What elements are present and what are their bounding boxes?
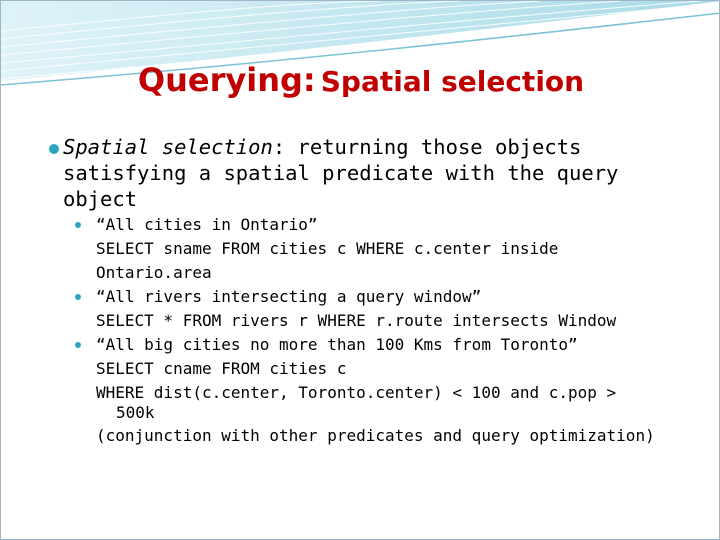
example-heading: “All rivers intersecting a query window” xyxy=(96,287,482,306)
title-sub: Spatial selection xyxy=(320,65,585,98)
sql-continuation: 500k xyxy=(116,403,155,422)
slide-content xyxy=(1,1,720,540)
sql-line: WHERE dist(c.center, Toronto.center) < 100 and c.pop > xyxy=(96,383,617,402)
example-heading: “All big cities no more than 100 Kms from Toronto” xyxy=(96,335,578,354)
title-main: Querying: xyxy=(137,61,316,99)
bullet-term: Spatial selection xyxy=(63,135,273,159)
sql-line: SELECT * FROM rivers r WHERE r.route intersects Window xyxy=(96,311,617,330)
sql-line: SELECT sname FROM cities c WHERE c.center inside xyxy=(96,239,559,258)
bullet-dot-icon xyxy=(49,144,59,154)
sql-line: Ontario.area xyxy=(96,263,212,282)
example-heading: “All cities in Ontario” xyxy=(96,215,318,234)
example-footer: (conjunction with other predicates and query optimization) xyxy=(96,426,655,445)
bullet-definition: : returning those objects satisfying a spatial predicate with the query object xyxy=(63,135,619,211)
sql-line: SELECT cname FROM cities c xyxy=(96,359,347,378)
sub-bullet-dot-icon xyxy=(75,342,81,348)
main-bullet-text xyxy=(63,134,703,212)
sub-bullet-dot-icon xyxy=(75,222,81,228)
sub-bullet-dot-icon xyxy=(75,294,81,300)
